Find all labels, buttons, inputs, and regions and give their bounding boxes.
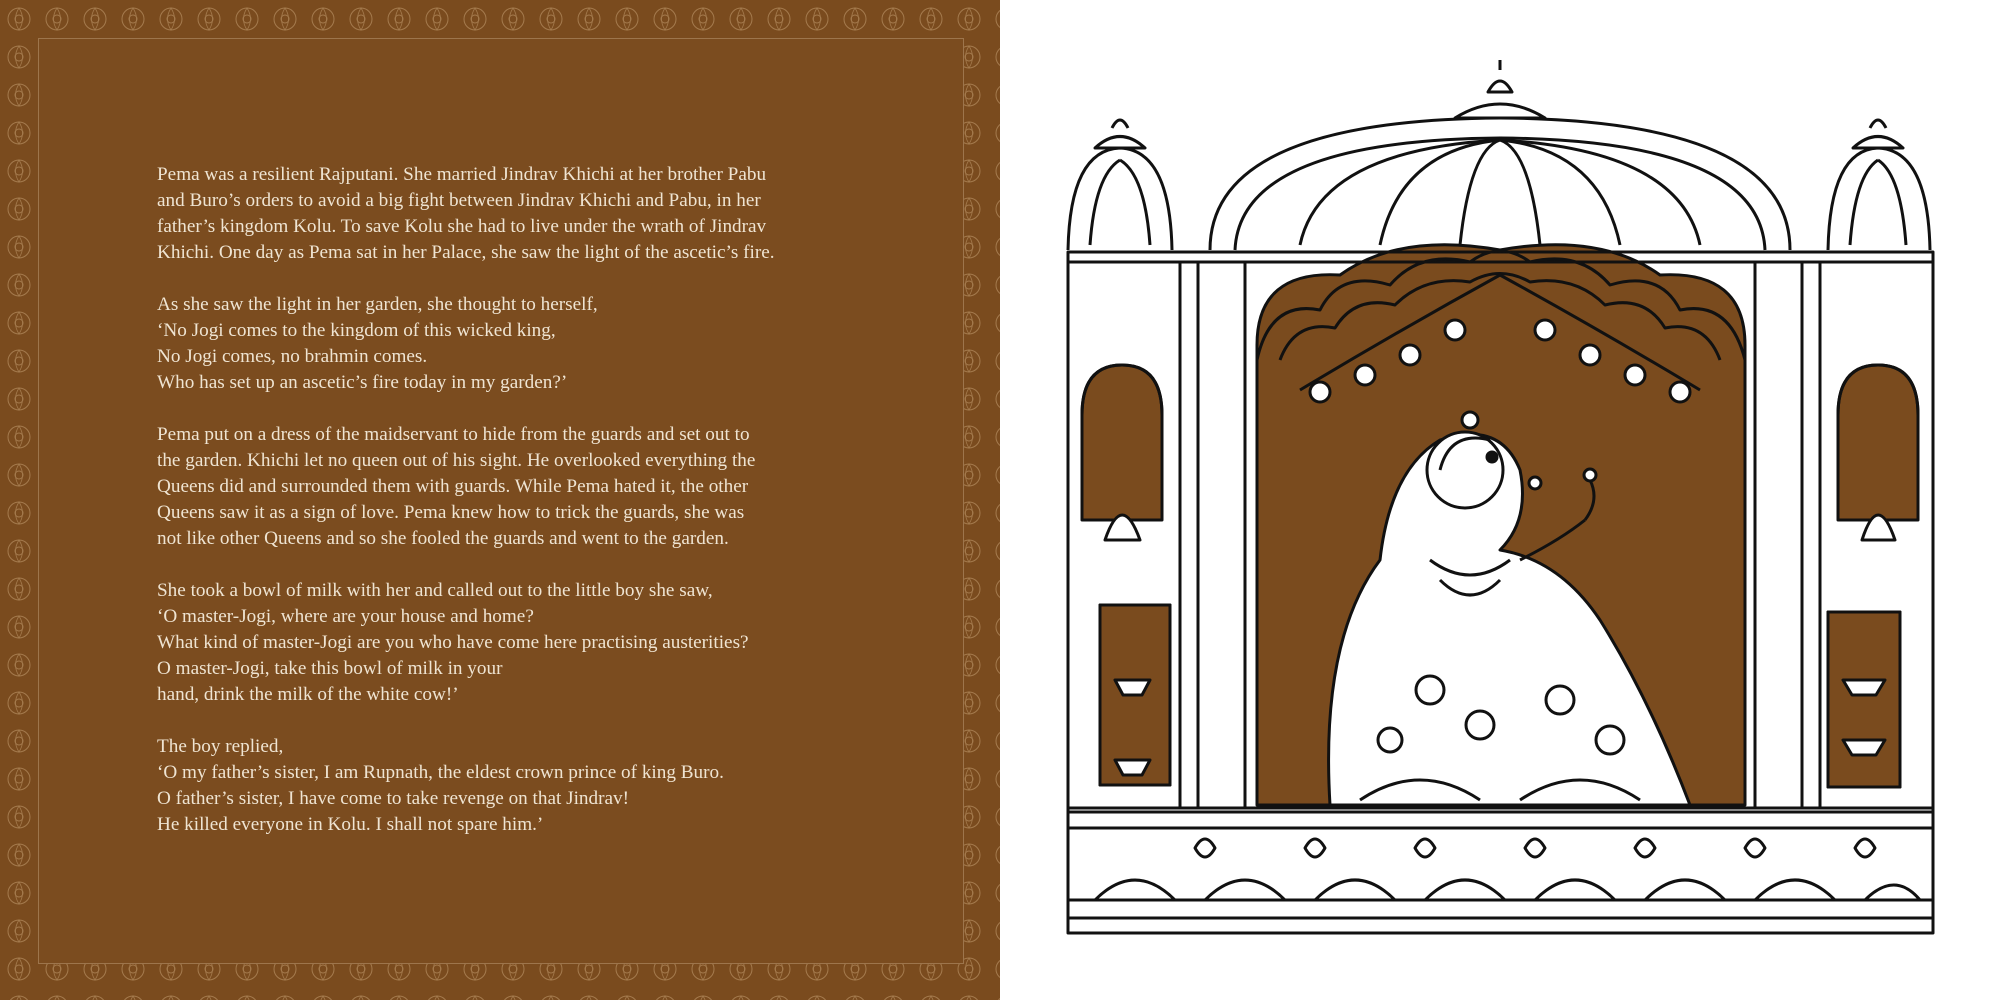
story-paragraph [157, 422, 837, 552]
story-line: ‘O my father’s sister, I am Rupnath, the eldest crown prince of king Buro. [157, 762, 724, 783]
story-paragraph [157, 578, 837, 708]
story-line: The boy replied, [157, 736, 284, 757]
story-line: As she saw the light in her garden, she thought to herself, [157, 294, 598, 315]
story-line: She took a bowl of milk with her and called out to the little boy she saw, [157, 580, 713, 601]
story-paragraph [157, 734, 837, 838]
story-line: Khichi. One day as Pema sat in her Palace, she saw the light of the ascetic’s fire. [157, 242, 775, 263]
right-page [1000, 0, 2000, 1000]
story-line: He killed everyone in Kolu. I shall not spare him.’ [157, 814, 544, 835]
story-line: father’s kingdom Kolu. To save Kolu she had to live under the wrath of Jindrav [157, 216, 767, 237]
story-line: Pema put on a dress of the maidservant to hide from the guards and set out to [157, 424, 750, 445]
story-text [157, 162, 837, 864]
story-line: the garden. Khichi let no queen out of his sight. He overlooked everything the [157, 450, 756, 471]
story-line: not like other Queens and so she fooled the guards and went to the garden. [157, 528, 729, 549]
story-line: No Jogi comes, no brahmin comes. [157, 346, 428, 367]
story-line: ‘O master-Jogi, where are your house and home? [157, 606, 534, 627]
story-line: Queens saw it as a sign of love. Pema knew how to trick the guards, she was [157, 502, 745, 523]
story-line: What kind of master-Jogi are you who have come here practising austerities? [157, 632, 749, 653]
story-line: Pema was a resilient Rajputani. She married Jindrav Khichi at her brother Pabu [157, 164, 767, 185]
story-line: Who has set up an ascetic’s fire today in my garden?’ [157, 372, 568, 393]
story-line: hand, drink the milk of the white cow!’ [157, 684, 459, 705]
story-paragraph [157, 162, 837, 266]
story-line: O father’s sister, I have come to take revenge on that Jindrav! [157, 788, 629, 809]
story-line: and Buro’s orders to avoid a big fight between Jindrav Khichi and Pabu, in her [157, 190, 761, 211]
palace-window-queen-illustration [1000, 0, 2000, 1000]
story-paragraph [157, 292, 837, 396]
story-line: ‘No Jogi comes to the kingdom of this wicked king, [157, 320, 556, 341]
story-line: O master-Jogi, take this bowl of milk in your [157, 658, 503, 679]
story-line: Queens did and surrounded them with guards. While Pema hated it, the other [157, 476, 749, 497]
